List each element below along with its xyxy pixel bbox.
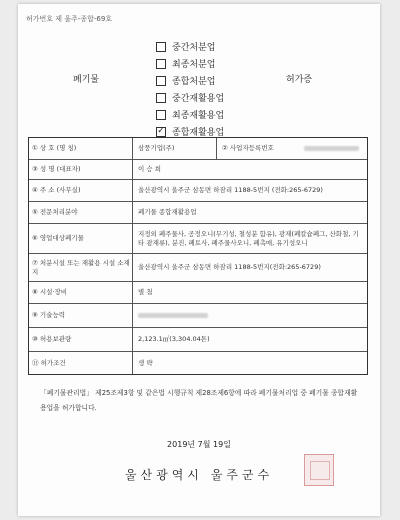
type-row: [156, 72, 224, 89]
value-business-no-redacted: [299, 138, 367, 159]
checkbox: [156, 59, 166, 69]
checkbox: [156, 110, 166, 120]
label-location: ⑦ 처분시설 또는 재활용 시설 소재지: [29, 254, 133, 281]
label-facility: ⑧ 시설·장비: [29, 282, 133, 303]
row-tech: [29, 304, 367, 328]
checkbox: [156, 93, 166, 103]
label-tech: ⑨ 기술능력: [29, 304, 133, 327]
row-type: [29, 202, 367, 224]
row-rep: [29, 160, 367, 180]
row-facility: [29, 282, 367, 304]
type-row: [156, 89, 224, 106]
type-label: 중간재활용업: [172, 94, 225, 104]
value-tech-redacted: [133, 304, 367, 327]
permit-title: 허가증: [286, 75, 313, 85]
official-seal: [304, 454, 334, 486]
label-conditions: ⑪ 허가조건: [29, 352, 133, 374]
business-type-list: [156, 38, 224, 140]
permit-document: [18, 4, 380, 516]
label-waste: ⑥ 영업대상폐기물: [29, 224, 133, 253]
label-rep: ③ 성 명 (대표자): [29, 160, 133, 179]
label-business-no: ② 사업자등록번호: [222, 144, 274, 153]
issuer-name: 울산광역시 울주군수: [124, 468, 274, 482]
label-type: ⑤ 전문처리분야: [29, 202, 133, 223]
value-location: 울산광역시 울주군 삼동면 하잠리 1188-5번지(전화:265-6729): [138, 263, 321, 272]
value-conditions: 생 략: [138, 358, 153, 367]
value-facility: 별 첨: [138, 288, 153, 297]
row-address: [29, 180, 367, 202]
type-row: [156, 106, 224, 123]
law-text: 「폐기물관리법」 제25조제3항 및 같은법 시행규칙 제28조제6항에 따라 폐기물처리업 중 폐기물 종합재활용업을 허가합니다.: [40, 389, 358, 412]
value-address: 울산광역시 울주군 삼동면 하잠리 1188-5번지 (전화:265-6729): [138, 186, 323, 195]
label-address: ④ 주 소 (사무실): [29, 180, 133, 201]
row-waste: [29, 224, 367, 254]
value-capacity: 2,123.1㎡(3,304.04톤): [138, 335, 210, 344]
value-rep: 이 승 희: [138, 165, 161, 174]
permit-table: [28, 137, 368, 375]
type-label: 최종재활용업: [172, 111, 225, 121]
row-capacity: [29, 328, 367, 352]
permit-number: 허가번호 제 울주-종합-69호: [26, 15, 113, 23]
issue-date: 2019년 7월 19일: [167, 440, 231, 449]
type-row: [156, 38, 224, 55]
row-business-name: [29, 138, 367, 160]
label-business-name: ① 상 호 (명 칭): [29, 138, 133, 159]
value-waste: 지정외 폐주물사, 공정오니(무기성, 철성분 함유), 광재(폐칼슘폐그, 산화철, 기타 광재류), 분진, 폐토사, 폐주물사오니, 폐촉매, 유기성오니: [138, 229, 359, 247]
checkbox: [156, 76, 166, 86]
checkbox-checked: ✓: [157, 126, 165, 136]
label-capacity: ⑩ 허용보관량: [29, 328, 133, 351]
type-label: 종합처분업: [172, 77, 216, 87]
row-conditions: [29, 352, 367, 374]
type-label: 최종처분업: [172, 60, 216, 70]
checkbox: [156, 42, 166, 52]
type-label: 종합재활용업: [172, 128, 225, 138]
value-business-name: 삼풍기업(주): [133, 138, 217, 159]
type-label: 중간처분업: [172, 43, 216, 53]
row-location: [29, 254, 367, 282]
value-type: 폐기물 종합재활용업: [138, 208, 197, 217]
category-label: 폐기물: [73, 75, 100, 85]
type-row: [156, 55, 224, 72]
